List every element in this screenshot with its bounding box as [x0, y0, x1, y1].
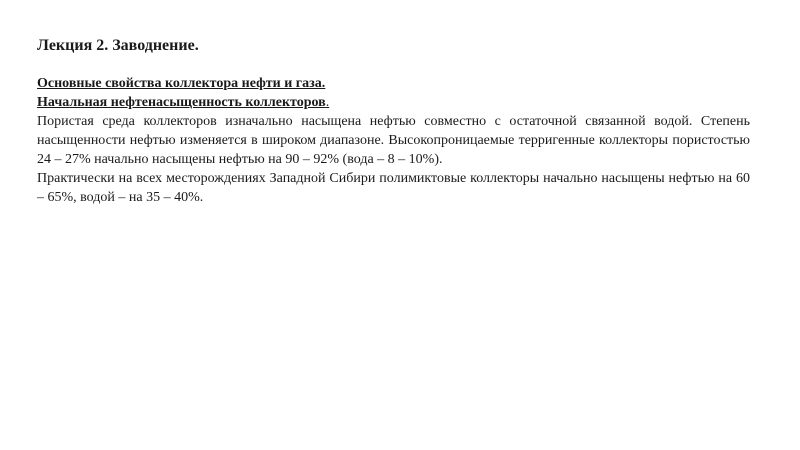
- section-heading-initial-saturation-text: Начальная нефтенасыщенность коллекторов: [37, 95, 326, 110]
- section-heading-initial-saturation: [37, 93, 750, 112]
- heading-period: .: [325, 95, 330, 110]
- paragraph-west-siberia: Практически на всех месторождениях Западной Сибири полимиктовые коллекторы начально насыщены нефтью на 60 – 65%, водой – на 35 – 40%.: [37, 171, 750, 205]
- slide-content: [37, 74, 750, 207]
- slide-title: Лекция 2. Заводнение.: [37, 37, 199, 54]
- paragraph-porous-medium: Пористая среда коллекторов изначально насыщена нефтью совместно с остаточной связанной водой. Степень насыщенности нефтью изменяется в широком диапазоне. Высокопроницаемые терригенные коллекторы пористостью 24 – 27% начально насыщены нефтью на 90 – 92% (вода – 8 – 10%).: [37, 114, 750, 167]
- section-heading-properties: Основные свойства коллектора нефти и газа.: [37, 76, 326, 91]
